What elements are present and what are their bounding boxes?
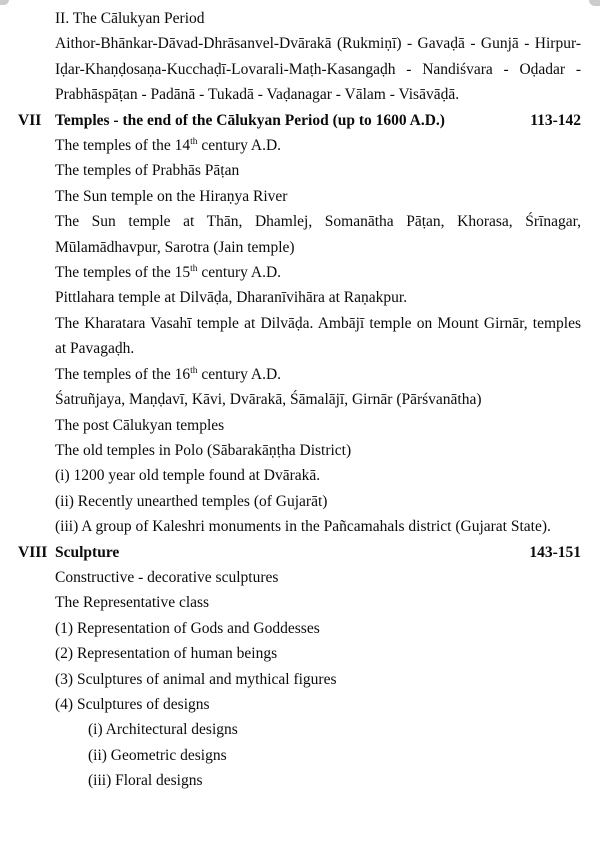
toc-entry: (2) Representation of human beings: [55, 645, 278, 663]
entry-text: The temples of the 14: [55, 137, 191, 155]
toc-entry: (iii) A group of Kaleshri monuments in the Pañcamahals district (Gujarat State).: [55, 518, 551, 536]
chapter-page-range: 113-142: [530, 111, 581, 129]
toc-entry: The temples of Prabhās Pāṭan: [55, 162, 240, 180]
entry-text: The temples of the 15: [55, 264, 191, 282]
toc-entry: [55, 133, 581, 158]
chapter-row-viii: [18, 540, 581, 565]
toc-entry: [55, 260, 581, 285]
section-heading: II. The Cālukyan Period: [55, 10, 205, 27]
ordinal-superscript: th: [190, 365, 198, 376]
toc-entry: The old temples in Polo (Sābarakāṇṭha District): [55, 441, 352, 459]
toc-entry: [55, 362, 581, 387]
toc-entry: The Kharatara Vasahī temple at Dilvāḍa. Ambājī temple on Mount Girnār, temples at Pavagaḍh.: [55, 314, 581, 358]
toc-entry: (1) Representation of Gods and Goddesses: [55, 619, 320, 637]
toc-entry: (iii) Floral designs: [88, 772, 203, 790]
toc-entry: Constructive - decorative sculptures: [55, 568, 279, 586]
toc-entry: The Sun temple on the Hiraṇya River: [55, 187, 288, 205]
toc-entry: The Representative class: [55, 594, 210, 612]
toc-entry: The post Cālukyan temples: [55, 416, 225, 434]
chapter-number: VII: [18, 111, 42, 129]
entry-text: century A.D.: [197, 137, 282, 155]
toc-entry: Pittlahara temple at Dilvāḍa, Dharanīvihāra at Raṇakpur.: [55, 289, 408, 307]
toc-entry: Śatruñjaya, Maṇḍavī, Kāvi, Dvārakā, Śāmalājī, Girnār (Pārśvanātha): [55, 391, 482, 409]
toc-entry: (i) 1200 year old temple found at Dvārakā.: [55, 467, 321, 485]
chapter-row-vii: [18, 108, 581, 133]
toc-entry: (4) Sculptures of designs: [55, 695, 210, 713]
chapter-number: VIII: [18, 543, 48, 561]
toc-entry: (ii) Geometric designs: [88, 746, 227, 764]
ordinal-superscript: th: [190, 136, 198, 147]
entry-text: century A.D.: [197, 365, 282, 383]
chapter-title: Sculpture: [55, 543, 120, 561]
section-paragraph: Aithor-Bhānkar-Dāvad-Dhrāsanvel-Dvārakā (Rukmiṇī) - Gavaḍā - Gunjā - Hirpur-Iḍar-Khaṇḍosaṇa-Kucchaḍī-Lovarali-Maṭh-Kasangaḍh - Nandiśvara - Oḍadar - Prabhāspāṭan - Padānā - Tukadā - Vaḍanagar - Vālam - Visāvāḍā.: [55, 35, 581, 104]
entry-text: The temples of the 16: [55, 365, 191, 383]
scan-artifact-top-right: [589, 0, 600, 6]
scan-artifact-top-left: [0, 0, 9, 5]
toc-entry: (3) Sculptures of animal and mythical figures: [55, 670, 337, 688]
toc-entry: The Sun temple at Thān, Dhamlej, Somanātha Pāṭan, Khorasa, Śrīnagar, Mūlamādhavpur, Sarotra (Jain temple): [55, 213, 581, 256]
ordinal-superscript: th: [190, 263, 198, 274]
chapter-page-range: 143-151: [529, 543, 581, 561]
toc-entry: (i) Architectural designs: [88, 721, 238, 739]
toc-entry: (ii) Recently unearthed temples (of Gujarāt): [55, 492, 328, 510]
chapter-title: Temples - the end of the Cālukyan Period (up to 1600 A.D.): [55, 111, 445, 129]
entry-text: century A.D.: [197, 264, 282, 282]
